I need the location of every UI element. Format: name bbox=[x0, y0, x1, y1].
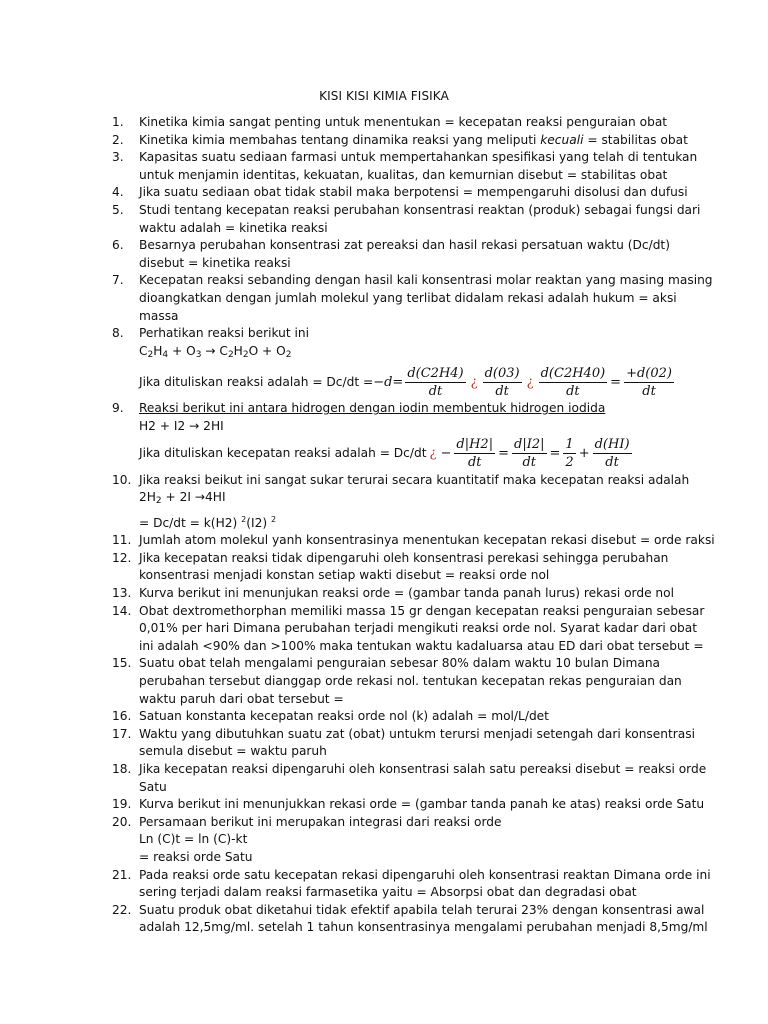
text-part: = Dc/dt = k(H2) bbox=[139, 515, 242, 530]
text-part: + 2I →4HI bbox=[161, 490, 226, 505]
text-part: + O bbox=[168, 343, 196, 358]
numerator: 1 bbox=[565, 437, 574, 452]
reaction-equation bbox=[139, 343, 692, 365]
item-text: Suatu produk obat diketahui tidak efektif apabila telah terurai 23% dengan konsentrasi awal bbox=[139, 902, 705, 917]
denominator: dt bbox=[605, 455, 619, 470]
equation-label: Jika dituliskan kecepatan reaksi adalah = Dc/dt bbox=[139, 445, 427, 460]
item-number: 13. bbox=[112, 586, 132, 601]
math-op: = bbox=[610, 374, 622, 390]
item-number: 11. bbox=[112, 533, 132, 548]
item-number: 18. bbox=[112, 762, 132, 776]
text-part: C bbox=[139, 343, 148, 358]
text-part: → C bbox=[201, 343, 228, 358]
item-text: adalah 12,5mg/ml. setelah 1 tahun konsentrasinya mengalami perubahan menjadi 8,5mg/ml bbox=[139, 920, 708, 935]
item-text: Suatu obat telah mengalami penguraian sebesar 80% dalam waktu 10 bulan Dimana bbox=[139, 656, 661, 671]
list-item bbox=[112, 814, 692, 867]
item-text: Kapasitas suatu sediaan farmasi untuk mempertahankan spesifikasi yang telah di tentukan bbox=[139, 150, 698, 165]
list-item bbox=[112, 272, 713, 325]
rate-equation bbox=[139, 364, 692, 400]
question-list bbox=[112, 114, 715, 937]
list-item bbox=[112, 184, 692, 202]
item-text: ini adalah <90% dan >100% maka tentukan waktu kadaluarsa atau ED dari obat tersebut = bbox=[139, 638, 704, 653]
list-item bbox=[112, 202, 701, 237]
item-text: waktu adalah = kinetika reaksi bbox=[139, 220, 328, 235]
item-text: Reaksi berikut ini antara hidrogen dengan iodin membentuk hidrogen iodida bbox=[139, 401, 606, 416]
list-item bbox=[112, 149, 698, 184]
text-part: H bbox=[233, 343, 243, 358]
list-item bbox=[112, 400, 692, 471]
fraction bbox=[512, 436, 547, 471]
list-item bbox=[112, 114, 692, 132]
reaction-equation bbox=[139, 489, 692, 511]
list-item bbox=[112, 726, 695, 761]
denominator: dt bbox=[522, 455, 537, 470]
item-number: 7. bbox=[112, 273, 124, 288]
item-text: dioangkatkan dengan jumlah molekul yang terlibat didalam rekasi adalah hukum = aksi bbox=[139, 290, 677, 305]
item-number: 10. bbox=[112, 472, 132, 487]
list-item bbox=[112, 655, 692, 708]
text-part: Kinetika kimia membahas tentang dinamika reaksi yang meliputi bbox=[139, 132, 541, 147]
item-text: Jika reaksi beikut ini sangat sukar terurai secara kuantitatif maka kecepatan reaksi adalah bbox=[139, 472, 690, 487]
item-text: Jika kecepatan reaksi tidak dipengaruhi oleh konsentrasi perekasi sehingga perubahan bbox=[139, 550, 669, 565]
reaction-equation: H2 + I2 → 2HI bbox=[139, 418, 224, 433]
error-glyph: ¿ bbox=[470, 374, 478, 390]
item-text: waktu paruh dari obat tersebut = bbox=[139, 691, 344, 706]
math-op: = bbox=[498, 445, 509, 461]
document-title: KISI KISI KIMIA FISIKA bbox=[319, 89, 449, 103]
numerator: +d(02) bbox=[626, 365, 672, 381]
item-number: 21. bbox=[112, 867, 132, 882]
item-text: Satuan konstanta kecepatan reaksi orde nol (k) adalah = mol/L/det bbox=[139, 709, 549, 724]
fraction bbox=[483, 365, 522, 400]
item-text: semula disebut = waktu paruh bbox=[139, 744, 327, 759]
item-text: 0,01% per hari Dimana perubahan terjadi mengikuti reaksi orde nol. Syarat kadar dari obat bbox=[139, 621, 698, 636]
item-text: Kinetika kimia sangat penting untuk menentukan = kecepatan reaksi penguraian obat bbox=[139, 115, 668, 129]
item-text: Satu bbox=[139, 779, 167, 794]
list-item bbox=[112, 237, 692, 272]
item-number: 3. bbox=[112, 150, 124, 165]
item-text: perubahan tersebut dianggap orde rekasi nol. tentukan kecepatan rekas penguraian dan bbox=[139, 674, 682, 689]
list-item bbox=[112, 472, 692, 533]
item-text: = reaksi orde Satu bbox=[139, 849, 253, 864]
item-number: 22. bbox=[112, 902, 132, 917]
item-number: 8. bbox=[112, 326, 124, 341]
list-item bbox=[112, 603, 705, 656]
item-number: 1. bbox=[112, 115, 124, 129]
item-number: 19. bbox=[112, 797, 132, 812]
item-number: 16. bbox=[112, 709, 132, 724]
item-text: disebut = kinetika reaksi bbox=[139, 255, 291, 270]
item-text: Kurva berikut ini menunjukkan rekasi orde = (gambar tanda panah ke atas) reaksi orde Satu bbox=[139, 797, 705, 812]
math-op: + bbox=[578, 445, 590, 461]
item-text: Jumlah atom molekul yanh konsentrasinya menentukan kecepatan rekasi disebut = orde raksi bbox=[139, 533, 715, 548]
item-text: Studi tentang kecepatan reaksi perubahan konsentrasi reaktan (produk) sebagai fungsi dari bbox=[139, 202, 701, 217]
list-item bbox=[112, 796, 705, 814]
numerator: d(C2H40) bbox=[540, 365, 606, 381]
list-item bbox=[112, 902, 708, 937]
equation-label: Jika dituliskan reaksi adalah = Dc/dt = bbox=[139, 374, 374, 389]
fraction bbox=[405, 365, 465, 400]
fraction bbox=[563, 436, 575, 471]
item-text: Perhatikan reaksi berikut ini bbox=[139, 326, 310, 341]
item-text: Kecepatan reaksi sebanding dengan hasil kali konsentrasi molar reaktan yang masing masing bbox=[139, 273, 713, 288]
numerator: d(HI) bbox=[594, 437, 630, 452]
item-number: 20. bbox=[112, 814, 132, 829]
text-part: (I2) bbox=[246, 515, 271, 530]
denominator: 2 bbox=[565, 455, 574, 470]
item-number: 5. bbox=[112, 202, 124, 217]
fraction bbox=[454, 436, 495, 471]
text-part: 2H bbox=[139, 490, 156, 505]
denominator: dt bbox=[467, 455, 482, 470]
item-number: 17. bbox=[112, 726, 132, 741]
list-item bbox=[112, 550, 692, 585]
item-text: untuk menjamin identitas, kekuatan, kualitas, dan kemurnian disebut = stabilitas obat bbox=[139, 167, 668, 182]
fraction bbox=[593, 436, 632, 471]
list-item bbox=[112, 585, 692, 603]
item-text: Kurva berikut ini menunjukan reaksi orde = (gambar tanda panah lurus) rekasi orde nol bbox=[139, 586, 675, 601]
subscript: 3 bbox=[195, 349, 202, 360]
subscript: 2 bbox=[285, 349, 292, 360]
numerator: d(C2H4) bbox=[407, 365, 464, 381]
text-part: = stabilitas obat bbox=[583, 132, 688, 147]
item-number: 14. bbox=[112, 603, 132, 618]
italic-word: kecuali bbox=[540, 132, 584, 147]
item-text: Waktu yang dibutuhkan suatu zat (obat) untukm terursi menjadi setengah dari konsentrasi bbox=[139, 726, 695, 741]
denominator: dt bbox=[428, 383, 443, 399]
item-number: 15. bbox=[112, 656, 132, 671]
numerator: d|H2| bbox=[456, 437, 494, 452]
error-glyph: ¿ bbox=[429, 445, 437, 461]
list-item bbox=[112, 867, 711, 902]
item-text: konsentrasi menjadi konstan setiap wakti disebut = reaksi orde nol bbox=[139, 568, 550, 583]
subscript: 2 bbox=[155, 496, 162, 507]
subscript: 2 bbox=[242, 349, 249, 360]
numerator: d(03) bbox=[484, 365, 520, 381]
rate-expression bbox=[139, 511, 692, 533]
list-item bbox=[112, 132, 692, 150]
item-text: Ln (C)t = ln (C)-kt bbox=[139, 832, 248, 847]
item-number: 2. bbox=[112, 132, 124, 147]
item-text: Obat dextromethorphan memiliki massa 15 gr dengan kecepatan reaksi penguraian sebesar bbox=[139, 603, 705, 618]
math-op: −d= bbox=[373, 374, 404, 390]
denominator: dt bbox=[495, 383, 509, 399]
list-item bbox=[112, 708, 692, 726]
superscript: 2 bbox=[241, 514, 247, 524]
superscript: 2 bbox=[270, 514, 277, 524]
item-text bbox=[139, 132, 692, 150]
list-item bbox=[112, 325, 692, 400]
list-item bbox=[112, 761, 707, 796]
numerator: d|I2| bbox=[514, 437, 545, 452]
math-expression bbox=[373, 365, 676, 400]
error-glyph: ¿ bbox=[526, 374, 534, 390]
item-number: 6. bbox=[112, 238, 124, 253]
math-op: = bbox=[549, 445, 561, 461]
text-part: O + O bbox=[248, 343, 286, 358]
item-number: 9. bbox=[112, 401, 124, 416]
item-text: Jika kecepatan reaksi dipengaruhi oleh konsentrasi salah satu pereaksi disebut = reaksi orde bbox=[139, 762, 707, 776]
item-text: Jika suatu sediaan obat tidak stabil maka berpotensi = mempengaruhi disolusi dan dufusi bbox=[139, 185, 688, 200]
item-text: Besarnya perubahan konsentrasi zat pereaksi dan hasil rekasi persatuan waktu (Dc/dt) bbox=[139, 238, 670, 253]
item-number: 12. bbox=[112, 550, 132, 565]
fraction bbox=[624, 365, 674, 400]
denominator: dt bbox=[642, 383, 656, 399]
math-op: − bbox=[440, 445, 452, 461]
item-text: Pada reaksi orde satu kecepatan rekasi dipengaruhi oleh konsentrasi reaktan Dimana orde ini bbox=[139, 867, 711, 882]
subscript: 4 bbox=[162, 349, 169, 360]
item-text: Persamaan berikut ini merupakan integrasi dari reaksi orde bbox=[139, 814, 502, 829]
denominator: dt bbox=[566, 383, 580, 399]
list-item bbox=[112, 532, 715, 550]
rate-equation bbox=[139, 436, 692, 472]
math-expression bbox=[427, 436, 634, 471]
fraction bbox=[539, 365, 608, 400]
item-number: 4. bbox=[112, 185, 124, 200]
text-part: H bbox=[153, 343, 163, 358]
subscript: 2 bbox=[227, 349, 234, 360]
item-text: sering terjadi dalam reaksi farmasetika yaitu = Absorpsi obat dan degradasi obat bbox=[139, 885, 637, 900]
subscript: 2 bbox=[147, 349, 154, 360]
item-text: massa bbox=[139, 308, 179, 323]
